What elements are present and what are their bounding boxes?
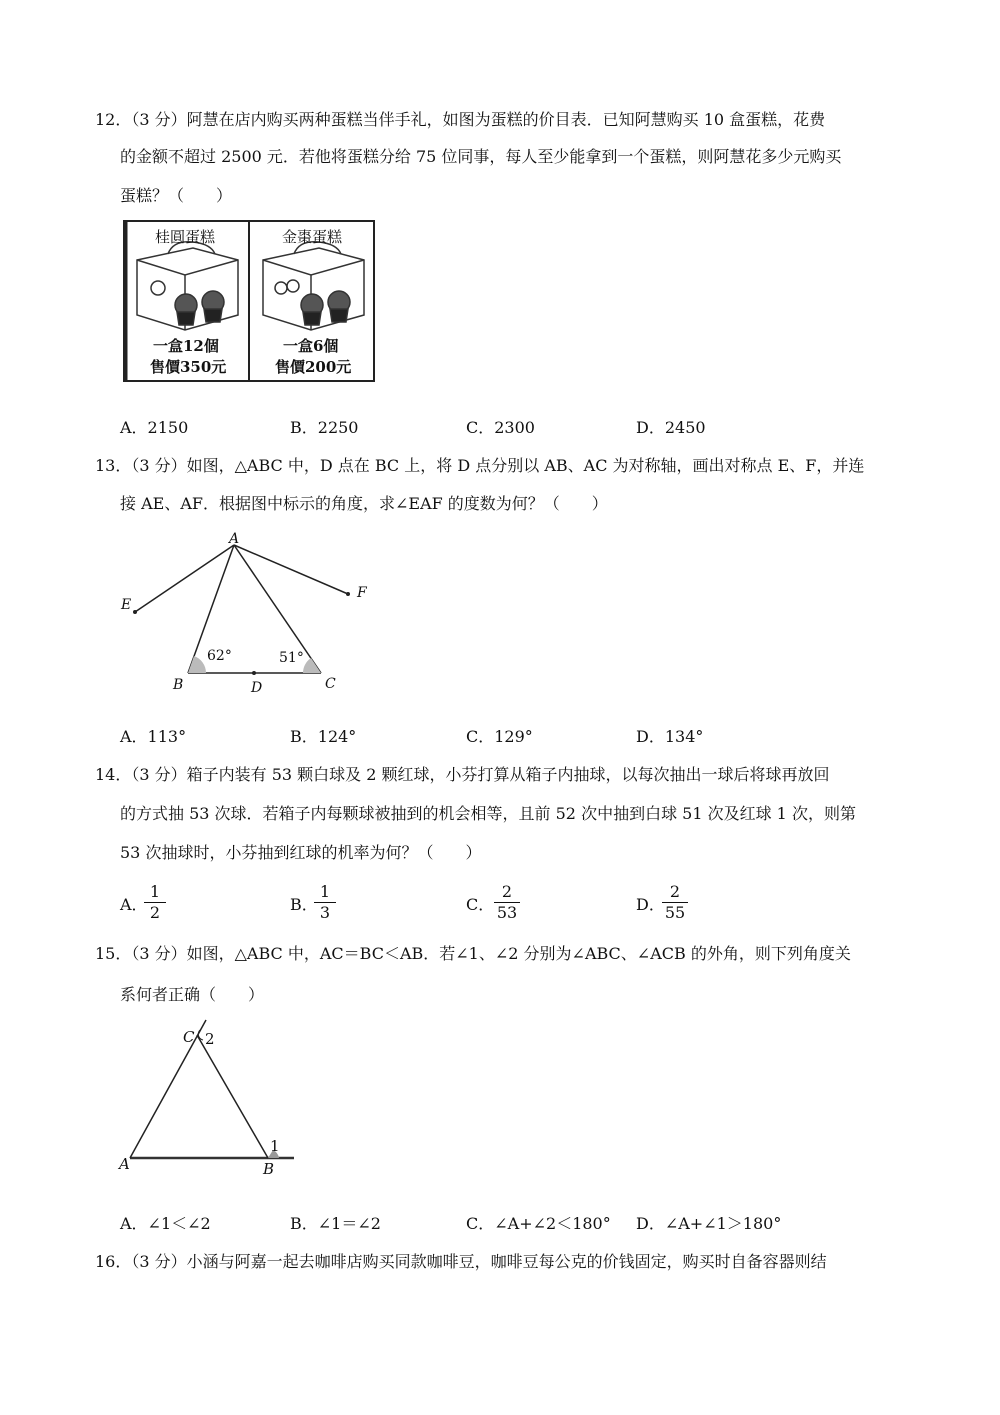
q13-option-b: B．124° [290, 727, 357, 746]
q15-option-b: B．∠1＝∠2 [290, 1214, 381, 1233]
q14-text-line2: 的方式抽 53 次球．若箱子内每颗球被抽到的机会相等，且前 52 次中抽到白球 51 次及红球 1 次，则第 [120, 804, 856, 823]
q14-option-a-label: A． [120, 895, 148, 914]
q15-option-d: D．∠A+∠1＞180° [636, 1214, 782, 1233]
q15-option-c: C．∠A+∠2＜180° [466, 1214, 611, 1233]
q12-text-line2: 的金额不超过 2500 元．若他将蛋糕分给 75 位同事，每人至少能拿到一个蛋糕，则阿慧花多少元购买 [120, 147, 842, 166]
q16-text-line1: 16．（3 分）小涵与阿嘉一起去咖啡店购买同款咖啡豆，咖啡豆每公克的价钱固定，购买时自备容器则结 [95, 1252, 827, 1271]
q14-option-c-label: C． [466, 895, 495, 914]
label-2: 2 [205, 1030, 215, 1048]
label-B: B [173, 677, 184, 693]
label-B: B [263, 1160, 275, 1178]
box2-price: 售價200元 [275, 358, 352, 376]
label-A: A [119, 1155, 130, 1173]
label-1: 1 [270, 1137, 280, 1155]
q15-text-line1: 15．（3 分）如图，△ABC 中，AC＝BC＜AB．若∠1、∠2 分别为∠ABC、∠ACB 的外角，则下列角度关 [95, 944, 851, 963]
q13-triangle-figure [110, 525, 390, 700]
q15-option-a: A．∠1＜∠2 [120, 1214, 211, 1233]
box1-title: 桂圓蛋糕 [155, 228, 216, 246]
angle-c-mark [303, 658, 321, 673]
q14-option-d-label: D． [636, 895, 665, 914]
fraction-denominator: 55 [664, 903, 686, 922]
q12-option-c: C．2300 [466, 418, 535, 437]
segment-AC-extended [130, 1020, 206, 1158]
box1-quantity: 一盒12個 [153, 337, 219, 355]
q14-option-b-fraction [314, 883, 336, 922]
q14-option-d-fraction [662, 883, 688, 922]
box2-quantity: 一盒6個 [283, 337, 339, 355]
fraction-numerator: 1 [319, 882, 331, 901]
segment-AE [135, 545, 234, 612]
fraction-numerator: 2 [501, 882, 513, 901]
fraction-numerator: 2 [669, 882, 681, 901]
q13-text-line2: 接 AE、AF．根据图中标示的角度，求∠EAF 的度数为何？（ ） [120, 494, 608, 513]
fraction-denominator: 2 [149, 903, 161, 922]
fraction-denominator: 53 [496, 903, 518, 922]
q13-option-a: A．113° [120, 727, 187, 746]
q13-option-c: C．129° [466, 727, 533, 746]
q12-text-line1: 12．（3 分）阿慧在店内购买两种蛋糕当伴手礼，如图为蛋糕的价目表．已知阿慧购买 10 盒蛋糕，花费 [95, 110, 826, 129]
q12-option-b: B．2250 [290, 418, 359, 437]
segment-CB [197, 1035, 268, 1158]
label-C: C [183, 1028, 195, 1046]
fraction-numerator: 1 [149, 882, 161, 901]
fraction-denominator: 3 [319, 903, 331, 922]
q14-option-b-label: B． [290, 895, 318, 914]
angle-c-value: 51° [279, 650, 304, 666]
label-F: F [357, 585, 367, 601]
q13-text-line1: 13．（3 分）如图，△ABC 中，D 点在 BC 上，将 D 点分别以 AB、AC 为对称轴，画出对称点 E、F，并连 [95, 456, 865, 475]
q14-option-a-fraction [144, 883, 166, 922]
label-D: D [251, 680, 263, 696]
q13-option-d: D．134° [636, 727, 704, 746]
box2-title: 金棗蛋糕 [282, 228, 343, 246]
q15-text-line2: 系何者正确（ ） [120, 985, 265, 1004]
q12-option-a: A．2150 [120, 418, 189, 437]
label-A: A [229, 531, 240, 547]
label-C: C [325, 676, 336, 692]
q14-text-line3: 53 次抽球时，小芬抽到红球的机率为何？（ ） [120, 843, 482, 862]
box1-price: 售價350元 [150, 358, 227, 376]
angle-b-value: 62° [207, 648, 232, 664]
q12-option-d: D．2450 [636, 418, 706, 437]
q14-text-line1: 14．（3 分）箱子内装有 53 颗白球及 2 颗红球，小芬打算从箱子内抽球，以每次抽出一球后将球再放回 [95, 765, 830, 784]
q14-option-c-fraction [494, 883, 520, 922]
label-E: E [121, 597, 132, 613]
q12-text-line3: 蛋糕？（ ） [120, 186, 233, 205]
